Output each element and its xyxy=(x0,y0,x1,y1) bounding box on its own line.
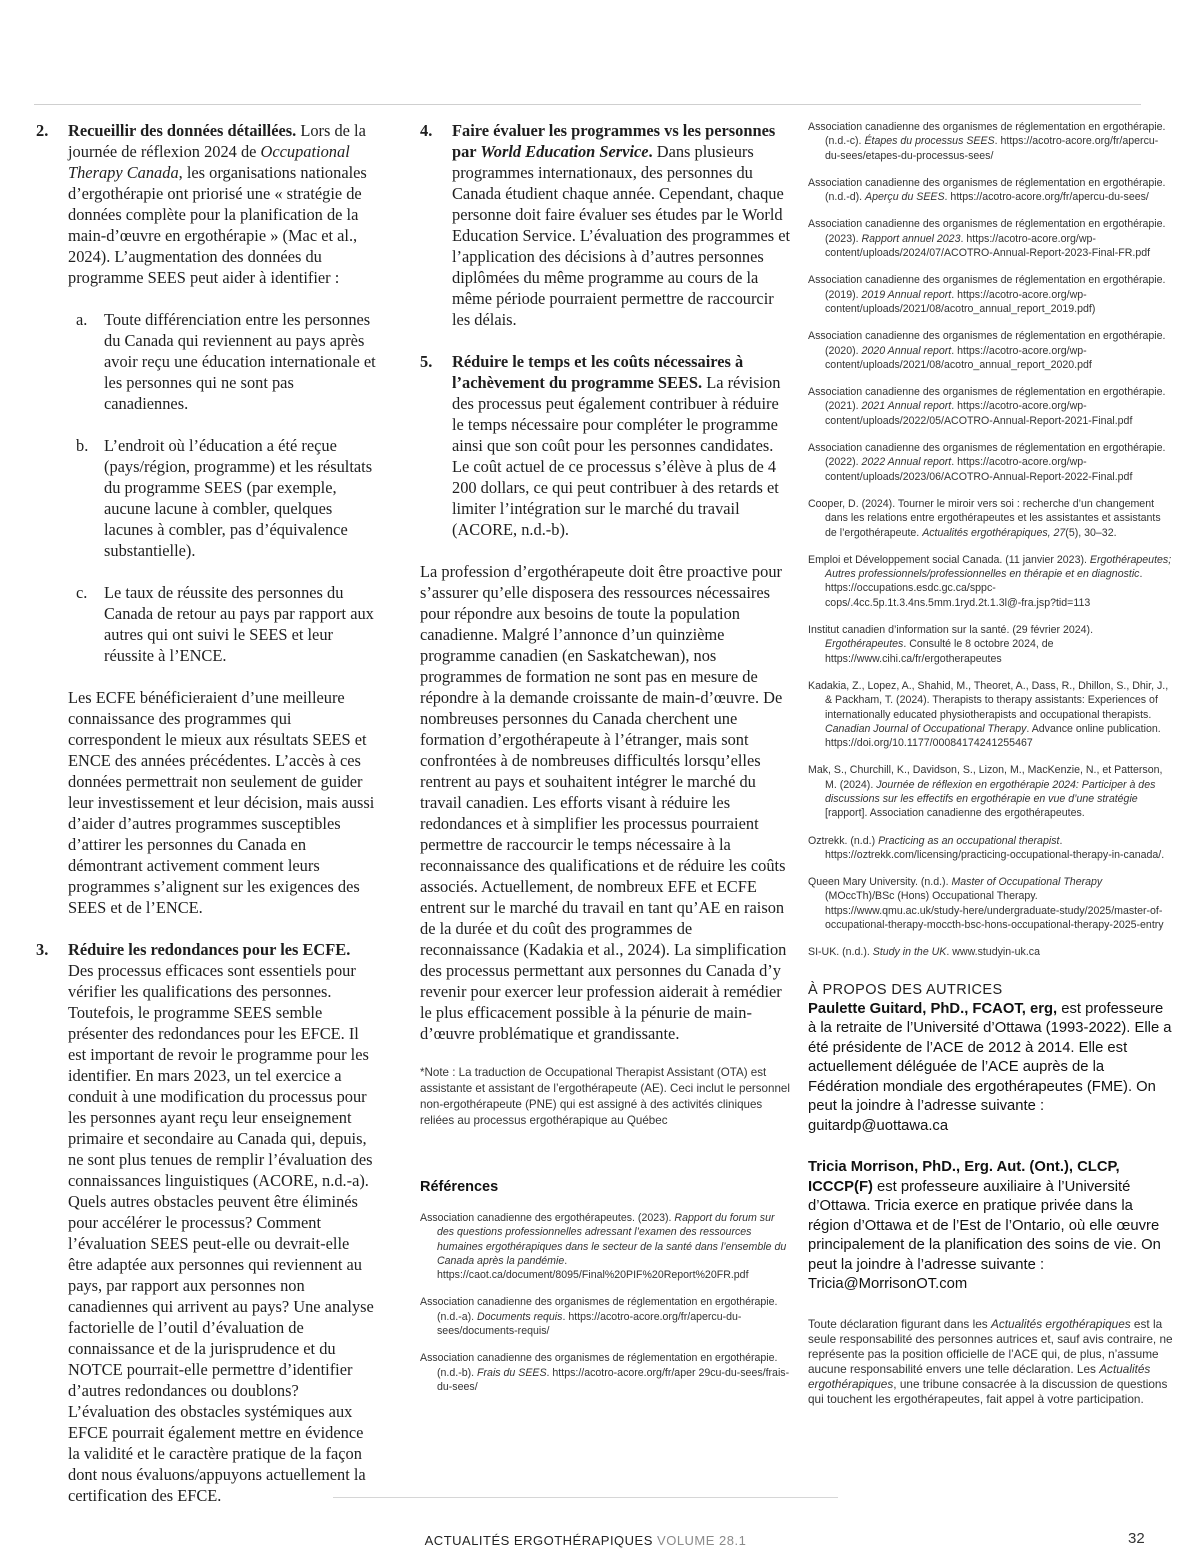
sub-item-a xyxy=(68,309,376,414)
item-body: La révision des processus peut également contribuer à réduire le temps nécessaire pour compléter le programme ainsi que son coût pour les personnes candidates. Le coût actuel de ce processus s’élève à plus de 4 200 dollars, ce qui peut contribuer à des retards et limiter l’intégration sur le marché du travail (ACORE, n.d.-b). xyxy=(452,373,781,539)
author-bio-text: est professeure à la retraite de l’Université d’Ottawa (1993-2022). Elle a été présidente de l’ACE de 2012 à 2014. Elle est actuellement déléguée de l’ACE auprès de la Fédération mondiale des ergothérapeutes (FME). On peut la joindre à l’adresse suivante : guitardp@uottawa.ca xyxy=(808,1000,1172,1134)
item-heading: Réduire le temps et les coûts nécessaires à l’achèvement du programme SEES. xyxy=(452,352,744,392)
ref-text: Kadakia, Z., Lopez, A., Shahid, M., Theoret, A., Dass, R., Dhillon, S., Dhir, J., & Packham, T. (2024). Therapists to therapy assistants: Experiences of internationally educated physiotherapists and occupational therapists. xyxy=(808,679,1169,721)
ref-text: SI-UK. (n.d.). xyxy=(808,946,873,959)
ref-title: Rapport du forum sur des questions professionnelles adressant l’examen des ressources humaines ergothérapiques dans le secteur de la santé dans l’ensemble du Canada après la pandémie xyxy=(437,1212,787,1267)
disclaimer-italic: Actualités ergothérapiques xyxy=(990,1316,1131,1331)
ref-link: . https://acotro-acore.org/fr/aper 29cu-du-sees/frais-du-sees/ xyxy=(437,1366,790,1393)
ref-text: Oztrekk. (n.d.) xyxy=(808,834,879,847)
ref-link: . https://acotro-acore.org/fr/apercu-du-sees/ xyxy=(944,191,1149,204)
reference-item xyxy=(420,1211,792,1282)
ref-title: Aperçu du SEES xyxy=(865,191,945,204)
ref-text: Association canadienne des organismes de réglementation en ergothérapie. (2022). xyxy=(808,442,1166,469)
author-bio-1 xyxy=(808,1000,1173,1137)
ref-title: 2019 Annual report xyxy=(861,288,952,301)
reference-item xyxy=(808,623,1173,666)
references-heading: Références xyxy=(420,1179,499,1195)
ref-link: . https://acotro-acore.org/fr/apercu-du-sees/documents-requis/ xyxy=(437,1310,742,1338)
reference-item xyxy=(808,497,1173,540)
item-number: 2. xyxy=(36,121,49,140)
ref-text: Emploi et Développement social Canada. (11 janvier 2023). xyxy=(808,553,1090,566)
list-item-2 xyxy=(36,120,376,918)
reference-item xyxy=(420,1351,792,1394)
disclaimer-text: , une tribune consacrée à la discussion de questions qui touchent les ergothérapeutes, fait appel à votre participation. xyxy=(808,1376,1168,1406)
ref-link: . https://acotro-acore.org/wp-content/uploads/2021/08/acotro_annual_report_2019.pdf) xyxy=(825,288,1096,315)
ref-link: . https://acotro-acore.org/wp-content/uploads/2022/05/ACOTRO-Annual-Report-2021-Final.pdf xyxy=(825,400,1133,427)
sub-text: Toute différenciation entre les personnes du Canada qui reviennent au pays après avoir reçu une éducation internationale et les personnes qui ne sont pas canadiennes. xyxy=(104,310,376,413)
ref-link: . https://occupations.esdc.gc.ca/sppc-cops/.4cc.5p.1t.3.4ns.5mm.1ryd.2t.1.3l@-fra.jsp?tid=113 xyxy=(825,568,1143,609)
top-rule xyxy=(34,104,1141,105)
sub-letter: b. xyxy=(76,436,89,455)
list-item-5 xyxy=(420,351,792,540)
sub-text: L’endroit où l’éducation a été reçue (pays/région, programme) et les résultats du programme SEES (par exemple, aucune lacune à combler, quelques lacunes à combler, pas d’équivalence substantielle). xyxy=(104,436,373,560)
item-heading: . xyxy=(648,142,653,161)
author-bio-text: est professeure auxiliaire à l’Université d’Ottawa. Tricia exerce en pratique privée dans la région d’Ottawa et de l’Est de l’Ontario, où elle œuvre principalement de la planification des soins de vie. On peut la joindre à l’adresse suivante : Tricia@MorrisonOT.com xyxy=(808,1178,1161,1293)
ref-link: . https://acotro-acore.org/wp-content/uploads/2023/06/ACOTRO-Annual-Report-2022-Final.pdf xyxy=(825,456,1133,483)
item-heading: Réduire les redondances pour les ECFE. xyxy=(68,940,351,959)
reference-item xyxy=(808,553,1173,610)
paragraph: Les ECFE bénéficieraient d’une meilleure connaissance des programmes qui correspondent le mieux aux résultats SEES et ENCE des années précédentes. L’accès à ces données permettrait non seulement de guider leur investissement et leur décision, mais aussi d’aider d’autres programmes susceptibles d’attirer les personnes du Canada en démontrant activement comment leurs programmes s’alignent sur les exigences des SEES et de l’ENCE. xyxy=(68,688,375,917)
ref-link: . https://acotro-acore.org/wp-content/uploads/2021/08/acotro_annual_report_2020.pdf xyxy=(825,344,1092,371)
ref-text: Association canadienne des organismes de réglementation en ergothérapie. (2021). xyxy=(808,386,1166,413)
ref-link: (MOccTh)/BSc (Hons) Occupational Therapy. https://www.qmu.ac.uk/study-here/undergraduate-study/2025/master-of-occupational-therapy-moccth-bsc-hons-occupational-therapy-2025-entry xyxy=(825,890,1164,932)
about-authors-heading: À PROPOS DES AUTRICES xyxy=(808,981,1003,998)
paragraph: La profession d’ergothérapeute doit être proactive pour s’assurer qu’elle disposera des ressources nécessaires pour répondre aux besoins de toute la population canadienne. Malgré l’annonce d’un quinzième programme canadien (en Saskatchewan), nos programmes de formation ne sont pas en mesure de répondre à la demande croissante de main-d’œuvre. De nombreuses personnes du Canada cherchent une formation d’ergothérapeute à l’étranger, mais sont confrontées à de nombreuses difficultés lorsqu’elles rentrent au pays et souhaitent intégrer le marché du travail canadien. Les efforts visant à réduire les redondances et à simplifier les processus pourraient permettre de raccourcir le temps nécessaire à la reconnaissance des qualifications et de réduire les coûts associés. Actuellement, de nombreux EFE et ECFE entrent sur le marché du travail en tant qu’AE en raison de la durée et du coût des programmes de reconnaissance (Kadakia et al., 2024). La simplification des processus permettant aux personnes du Canada d’y revenir pour exercer leur profession aiderait à remédier le plus efficacement possible à la pénurie de main-d’œuvre problématique et grandissante. xyxy=(420,562,787,1043)
ref-text: Association canadienne des organismes de réglementation en ergothérapie. (2023). xyxy=(808,218,1166,245)
ref-title: Master of Occupational Therapy xyxy=(951,876,1103,889)
ref-link: . Advance online publication. https://doi.org/10.1177/00084174241255467 xyxy=(825,722,1161,750)
ref-text: Association canadienne des organismes de réglementation en ergothérapie. (2019). xyxy=(808,274,1166,301)
translation-note: *Note : La traduction de Occupational Therapist Assistant (OTA) est assistante et assistant de l’ergothérapeute (AE). Ceci inclut le personnel non-ergothérapeute (PNE) qui est assigné à des activités cliniques reliées au processus ergothérapique au Québec xyxy=(420,1066,790,1127)
ref-title: Rapport annuel 2023 xyxy=(861,232,961,245)
reference-item xyxy=(808,176,1173,205)
reference-item xyxy=(808,329,1173,372)
sub-item-b xyxy=(68,435,376,561)
reference-item xyxy=(808,217,1173,260)
ref-text: Association canadienne des ergothérapeutes. (2023). xyxy=(420,1212,675,1224)
ref-link: . https://caot.ca/document/8095/Final%20PIF%20Report%20FR.pdf xyxy=(437,1254,749,1282)
item-heading: Recueillir des données détaillées. xyxy=(68,121,297,140)
journal-name: ACTUALITÉS ERGOTHÉRAPIQUES xyxy=(424,1533,653,1548)
footer-journal xyxy=(333,1533,838,1548)
column-left xyxy=(36,120,376,1527)
ref-text: Association canadienne des organismes de réglementation en ergothérapie. (n.d.-c). xyxy=(808,121,1166,148)
ref-title: Practicing as an occupational therapist xyxy=(878,834,1060,847)
item-body: Des processus efficaces sont essentiels pour vérifier les qualifications des personnes. Toutefois, le programme SEES semble présenter des redondances pour les EFCE. Il est important de revoir le programme pour les identifier. En mars 2023, un tel exercice a conduit à une modification du processus pour les personnes ayant reçu leur enseignement primaire et secondaire au Canada qui, depuis, ne sont plus tenues de remplir l’évaluation des connaissances linguistiques (ACORE, n.d.-a). Quels autres obstacles peuvent être éliminés pour accélérer le processus? Comment l’évaluation SEES peut-elle ou devrait-elle être adaptée aux personnes qui reviennent au pays, par rapport aux personnes non canadiennes qui arrivent au pays? Une analyse factorielle de l’outil d’évaluation de connaissance et de la jurisprudence et du NOTCE pourrait-elle permettre d’identifier d’autres redondances ou doublons? L’évaluation des obstacles systémiques aux EFCE pourrait également mettre en évidence la validité et le caractère pratique de la façon dont nous évaluons/appuyons actuellement la certification des EFCE. xyxy=(68,961,374,1505)
item-body: Dans plusieurs programmes internationaux, des personnes du Canada étudient chaque année. Cependant, chaque personne doit faire évaluer ses études par le World Education Service. L’évaluation des programmes et l’application des décisions à d’autres personnes diplômées du même programme au cours de la même période pourraient permettre de raccourcir les délais. xyxy=(452,142,791,329)
ref-text: Mak, S., Churchill, K., Davidson, S., Lizon, M., MacKenzie, N., et Patterson, M. (2024). xyxy=(808,764,1163,791)
list-item-4 xyxy=(420,120,792,330)
ref-text: Institut canadien d’information sur la santé. (29 février 2024). xyxy=(808,624,1094,637)
ref-link: (5), 30–32. xyxy=(1065,526,1117,539)
references-list xyxy=(420,1211,792,1394)
references-list-continued xyxy=(808,120,1173,960)
ref-text: Association canadienne des organismes de réglementation en ergothérapie. (n.d.-b). xyxy=(420,1352,778,1379)
ref-title: Study in the UK xyxy=(872,946,947,959)
ref-title: 2020 Annual report xyxy=(861,344,952,357)
item-heading: Faire évaluer les programmes vs les personnes par xyxy=(452,121,776,161)
ref-text: Cooper, D. (2024). Tourner le miroir vers soi : recherche d’un changement dans les relations entre ergothérapeutes et les assistantes et assistants de l’ergothérapeute. xyxy=(808,497,1161,539)
volume-label: VOLUME 28.1 xyxy=(657,1533,747,1548)
ref-title: Frais du SEES xyxy=(477,1366,547,1379)
ref-link: . Consulté le 8 octobre 2024, de https://www.cihi.ca/fr/ergotherapeutes xyxy=(825,638,1054,665)
ref-title: Étapes du processus SEES xyxy=(864,135,995,148)
page-number: 32 xyxy=(1128,1530,1145,1547)
reference-item xyxy=(808,441,1173,484)
reference-item xyxy=(808,875,1173,932)
column-middle xyxy=(420,120,792,1407)
disclaimer-text: Toute déclaration figurant dans les xyxy=(808,1316,991,1331)
ref-title: Documents requis xyxy=(477,1310,563,1323)
ref-text: Association canadienne des organismes de réglementation en ergothérapie. (n.d.-a). xyxy=(420,1296,778,1323)
reference-item xyxy=(808,385,1173,428)
ref-text: Queen Mary University. (n.d.). xyxy=(808,876,952,889)
disclaimer xyxy=(808,1317,1173,1407)
item-body: Lors de la journée de réflexion 2024 de xyxy=(68,121,366,161)
author-name: Paulette Guitard, PhD., FCAOT, erg, xyxy=(808,1000,1058,1017)
ref-text: Association canadienne des organismes de réglementation en ergothérapie. (n.d.-d). xyxy=(808,176,1166,204)
item-heading-italic: World Education Service xyxy=(480,142,649,161)
footer-rule xyxy=(333,1497,838,1498)
sub-item-c xyxy=(68,582,376,666)
ref-title: 2022 Annual report xyxy=(861,456,952,469)
item-body-italic: Occupational Therapy Canada xyxy=(68,142,350,182)
sub-letter: c. xyxy=(76,583,88,602)
reference-item xyxy=(808,834,1173,863)
ref-link: [rapport]. Association canadienne des ergothérapeutes. xyxy=(825,807,1085,820)
reference-item xyxy=(420,1295,792,1338)
column-right xyxy=(808,120,1173,1407)
reference-item xyxy=(808,120,1173,163)
sub-letter: a. xyxy=(76,310,88,329)
author-name: Tricia Morrison, PhD., Erg. Aut. (Ont.), CLCP, ICCCP(F) xyxy=(808,1159,1120,1195)
disclaimer-text: est la seule responsabilité des personnes autrices et, sauf avis contraire, ne représente pas la position officielle de l’ACE qui, de plus, n’assume aucune responsabilité envers une telle déclaration. Les xyxy=(808,1316,1173,1376)
ref-title: Ergothérapeutes; Autres professionnels/professionnelles en thérapie et en diagnostic xyxy=(825,553,1172,581)
ref-title: 2021 Annual report xyxy=(861,400,952,413)
ref-title: Journée de réflexion en ergothérapie 2024: Participer à des discussions sur les effectifs en ergothérapie en vue d’une stratégie xyxy=(825,778,1156,805)
ref-link: . https://acotro-acore.org/wp-content/uploads/2024/07/ACOTRO-Annual-Report-2023-Final-FR.pdf xyxy=(825,232,1151,260)
reference-item xyxy=(808,945,1173,959)
ref-title: Canadian Journal of Occupational Therapy xyxy=(825,722,1027,735)
reference-item xyxy=(808,273,1173,316)
ref-link: . https://oztrekk.com/licensing/practicing-occupational-therapy-in-canada/. xyxy=(825,834,1165,861)
reference-item xyxy=(808,679,1173,750)
ref-title: Ergothérapeutes xyxy=(825,638,904,651)
author-bio-2 xyxy=(808,1158,1173,1295)
item-number: 4. xyxy=(420,121,433,140)
sub-text: Le taux de réussite des personnes du Canada de retour au pays par rapport aux autres qui ont suivi le SEES et leur réussite à l’ENCE. xyxy=(104,583,374,665)
ref-link: . www.studyin-uk.ca xyxy=(946,946,1040,959)
reference-item xyxy=(808,763,1173,820)
ref-text: Association canadienne des organismes de réglementation en ergothérapie. (2020). xyxy=(808,330,1166,357)
ref-title: Actualités ergothérapiques, 27 xyxy=(922,526,1066,539)
item-number: 3. xyxy=(36,940,49,959)
item-number: 5. xyxy=(420,352,433,371)
item-body: , les organisations nationales d’ergothérapie ont priorisé une « stratégie de données complète pour la planification de la main-d’œuvre en ergothérapie » (Mac et al., 2024). L’augmentation des données du programme SEES peut aider à identifier : xyxy=(68,163,367,287)
disclaimer-italic: Actualités ergothérapiques xyxy=(808,1361,1151,1391)
ref-link: . https://acotro-acore.org/fr/apercu-du-sees/etapes-du-processus-sees/ xyxy=(825,135,1159,162)
list-item-3 xyxy=(36,939,376,1506)
